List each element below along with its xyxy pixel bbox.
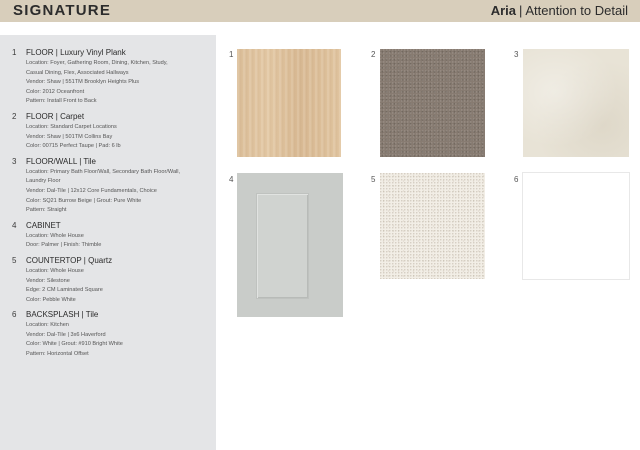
spec-title: FLOOR | Carpet — [26, 111, 85, 121]
spec-detail-line: Location: Foyer, Gathering Room, Dining, Kitchen, Study, — [26, 60, 168, 66]
spec-detail-line: Vendor: Dal-Tile | 3x6 Haverford — [26, 331, 106, 338]
spec-detail-line: Location: Primary Bath Floor/Wall, Secondary Bath Floor/Wall, — [26, 168, 181, 175]
swatch-quartz-countertop — [380, 173, 485, 279]
spec-detail-line: Casual Dining, Flex, Associated Hallways — [26, 69, 129, 76]
spec-number: 6 — [12, 310, 17, 320]
brand-logo: SIGNATURE — [13, 2, 112, 19]
spec-detail-line: Location: Standard Carpet Locations — [26, 123, 117, 130]
header-tagline: Attention to Detail — [525, 3, 628, 18]
spec-item — [0, 112, 216, 152]
spec-detail-line: Color: White | Grout: #910 Bright White — [26, 341, 123, 348]
spec-detail-line: Edge: 2 CM Laminated Square — [26, 287, 103, 294]
spec-list — [0, 48, 216, 365]
spec-detail-line: Vendor: Silestone — [26, 277, 70, 284]
header-separator: | — [518, 3, 523, 18]
swatch-number: 4 — [229, 175, 234, 184]
swatch-grid — [216, 35, 640, 450]
spec-detail-line: Vendor: Shaw | 551TM Brooklyn Heights Plus — [26, 79, 140, 86]
spec-number: 1 — [12, 48, 17, 57]
spec-detail-line: Laundry Floor — [26, 178, 61, 185]
spec-detail-line: Pattern: Horizontal Offset — [26, 351, 89, 358]
header-bar — [0, 0, 640, 22]
spec-detail-line: Color: 2012 Oceanfront — [26, 88, 85, 95]
spec-title: CABINET — [26, 220, 61, 230]
spec-detail-line: Location: Kitchen — [26, 322, 69, 329]
swatch-backsplash-tile — [523, 173, 629, 279]
spec-item — [0, 48, 216, 107]
cabinet-door-panel — [257, 194, 308, 298]
spec-detail-line: Color: Pebble White — [26, 296, 76, 303]
spec-title: FLOOR/WALL | Tile — [26, 156, 96, 166]
swatch-number: 5 — [371, 175, 376, 184]
spec-detail-line: Color: 00715 Perfect Taupe | Pad: 6 lb — [26, 143, 121, 150]
spec-number: 4 — [12, 220, 17, 230]
spec-item — [0, 256, 216, 305]
spec-detail-line: Pattern: Install Front to Back — [26, 98, 97, 105]
spec-detail-line: Vendor: Dal-Tile | 12x12 Core Fundamentals, Choice — [26, 187, 157, 194]
header-title — [491, 3, 628, 18]
spec-detail-line: Location: Whole House — [26, 267, 84, 274]
spec-detail-line: Pattern: Straight — [26, 207, 67, 214]
swatch-cabinet-door — [237, 173, 343, 317]
spec-number: 5 — [12, 255, 17, 265]
spec-number: 2 — [12, 111, 17, 121]
spec-detail-line: Location: Whole House — [26, 232, 84, 239]
spec-item — [0, 157, 216, 216]
spec-item — [0, 310, 216, 359]
swatch-luxury-vinyl-plank — [237, 49, 341, 157]
spec-number: 3 — [12, 156, 17, 166]
spec-title: COUNTERTOP | Quartz — [26, 255, 113, 265]
spec-item — [0, 221, 216, 251]
spec-detail-line: Color: SQ21 Burrow Beige | Grout: Pure White — [26, 197, 142, 204]
swatch-number: 1 — [229, 50, 234, 59]
spec-title: FLOOR | Luxury Vinyl Plank — [26, 48, 126, 57]
spec-detail-line: Door: Palmer | Finish: Thimble — [26, 242, 102, 249]
swatch-number: 2 — [371, 50, 376, 59]
swatch-number: 3 — [514, 50, 519, 59]
plan-name: Aria — [490, 3, 516, 18]
spec-title: BACKSPLASH | Tile — [26, 310, 99, 320]
swatch-floor-wall-tile — [523, 49, 629, 157]
swatch-number: 6 — [514, 175, 519, 184]
swatch-carpet — [380, 49, 485, 157]
spec-detail-line: Vendor: Shaw | 501TM Collins Bay — [26, 133, 113, 140]
